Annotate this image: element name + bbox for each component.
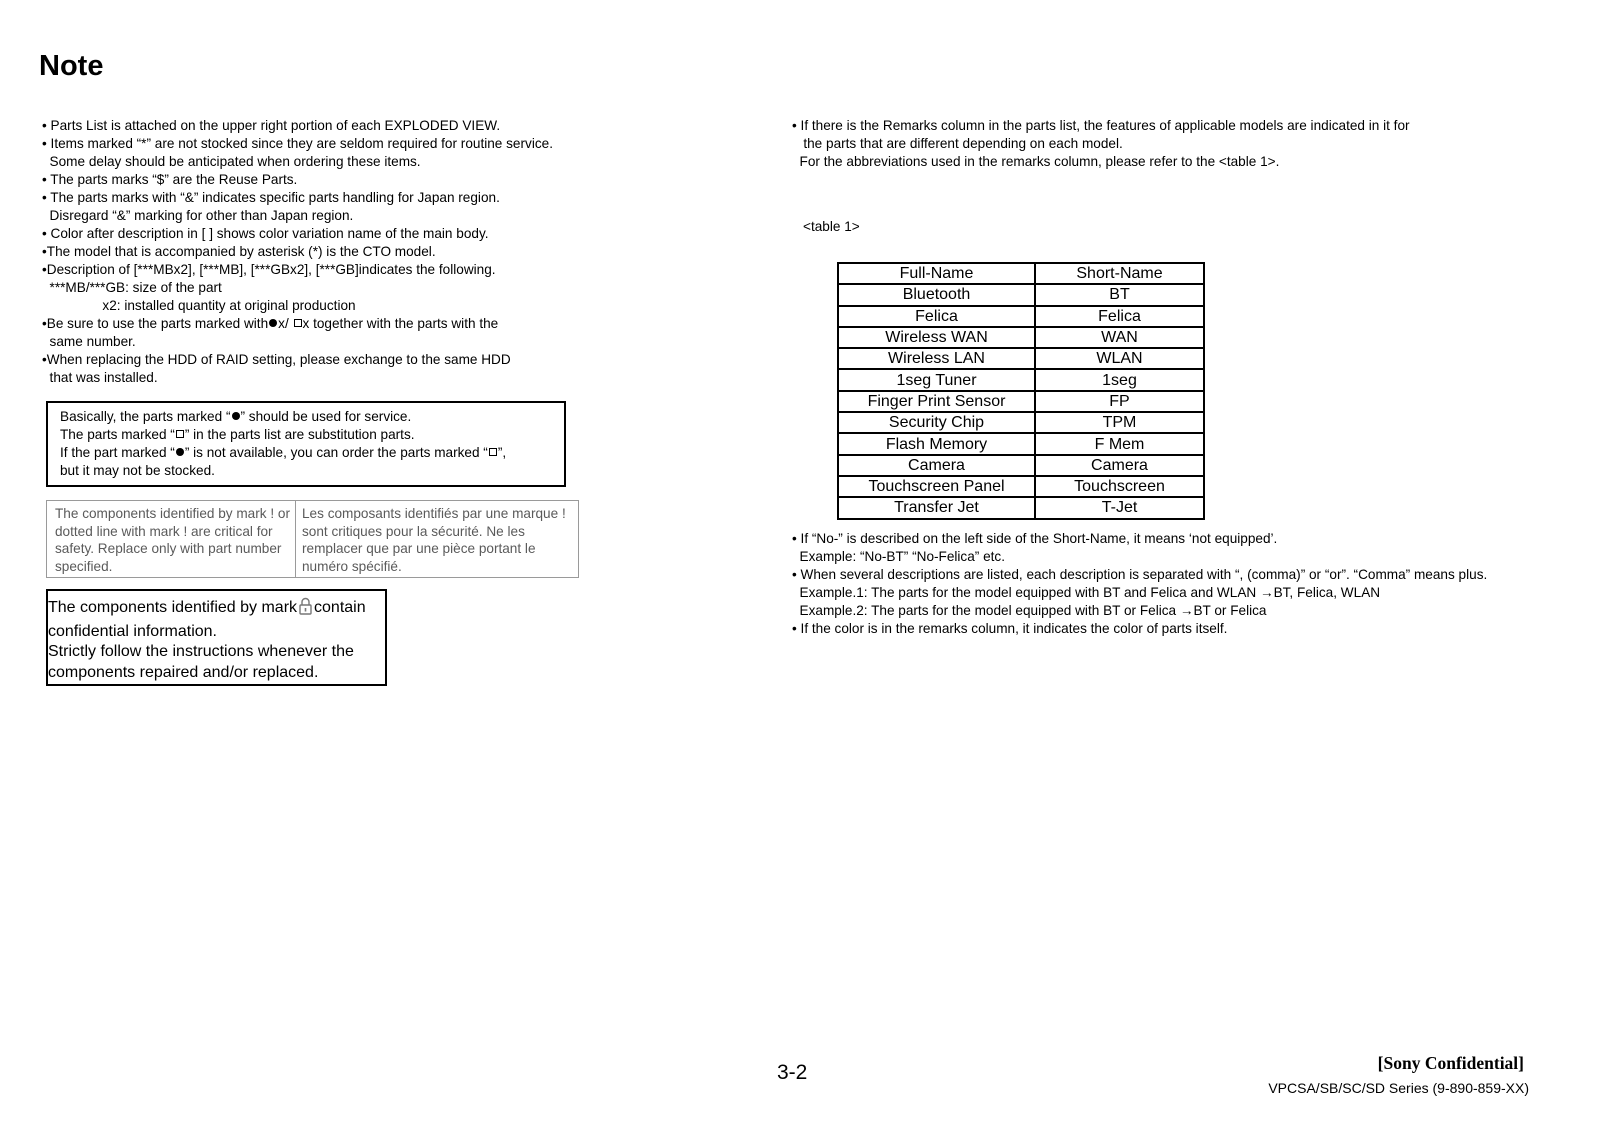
note-line: • Color after description in [ ] shows color variation name of the main body. [42, 226, 489, 241]
table-row [838, 391, 1204, 412]
confidential-box [46, 589, 387, 686]
square-icon [294, 319, 302, 327]
note-line: Example: “No-BT” “No-Felica” etc. [792, 549, 1006, 564]
table-cell: WAN [1035, 327, 1204, 348]
table-row [838, 497, 1204, 518]
column-header: Short-Name [1035, 263, 1204, 284]
abbreviation-notes [792, 530, 1592, 638]
service-text: If the part marked “ [60, 445, 175, 460]
service-line [60, 444, 552, 462]
service-line [60, 426, 552, 444]
note-line: •Description of [***MBx2], [***MB], [***GBx2], [***GB]indicates the following. [42, 262, 496, 277]
note-line: • When several descriptions are listed, each description is separated with “, (comma)” or “or”. “Comma” means plus. [792, 567, 1488, 582]
safety-warning-box [46, 500, 579, 578]
table-cell: FP [1035, 391, 1204, 412]
series-label: VPCSA/SB/SC/SD Series (9-890-859-XX) [1268, 1080, 1529, 1096]
filled-circle-icon [269, 319, 277, 327]
service-text: ” should be used for service. [240, 409, 412, 424]
note-line: the parts that are different depending on each model. [792, 136, 1123, 151]
note-line: ***MB/***GB: size of the part [42, 280, 222, 295]
table-cell: T-Jet [1035, 497, 1204, 518]
confidential-line: Strictly follow the instructions whenever the [48, 643, 354, 660]
table-row [838, 284, 1204, 305]
note-line: • The parts marks “$” are the Reuse Parts. [42, 172, 298, 187]
table-row [838, 433, 1204, 454]
filled-circle-icon [232, 412, 240, 420]
note-line: that was installed. [42, 370, 158, 385]
note-line: Disregard “&” marking for other than Japan region. [42, 208, 354, 223]
confidential-line: confidential information. [48, 622, 217, 640]
table-row [838, 455, 1204, 476]
service-text: ” in the parts list are substitution parts. [184, 427, 415, 442]
note-line: • The parts marks with “&” indicates specific parts handling for Japan region. [42, 190, 500, 205]
page-number: 3-2 [777, 1061, 808, 1084]
page-title: Note [39, 50, 104, 82]
table-cell: Camera [838, 455, 1035, 476]
table-cell: WLAN [1035, 348, 1204, 369]
table-cell: F Mem [1035, 433, 1204, 454]
service-text: Basically, the parts marked “ [60, 409, 231, 424]
table-cell: Camera [1035, 455, 1204, 476]
column-header: Full-Name [838, 263, 1035, 284]
note-line: • If “No-” is described on the left side of the Short-Name, it means ‘not equipped’. [792, 531, 1278, 546]
note-line: • If the color is in the remarks column, it indicates the color of parts itself. [792, 621, 1228, 636]
confidential-text: The components identified by mark [48, 599, 298, 616]
note-line: • Items marked “*” are not stocked since they are seldom required for routine service. [42, 136, 553, 151]
filled-circle-icon [176, 448, 184, 456]
service-line [60, 408, 552, 426]
table-row [838, 306, 1204, 327]
service-text: ”, [497, 445, 507, 460]
safety-english: The components identified by mark ! or dotted line with mark ! are critical for safety. Replace only with part number specified. [47, 501, 296, 577]
service-text: ” is not available, you can order the parts marked “ [184, 445, 488, 460]
same-number-note [42, 315, 682, 333]
note-line: Example.1: The parts for the model equipped with BT and Felica and WLAN →BT, Felica, WLAN [792, 585, 1381, 600]
table-cell: 1seg [1035, 369, 1204, 390]
table-row [838, 476, 1204, 497]
table-cell: TPM [1035, 412, 1204, 433]
table-cell: Finger Print Sensor [838, 391, 1035, 412]
table-cell: Bluetooth [838, 284, 1035, 305]
table-cell: Flash Memory [838, 433, 1035, 454]
confidential-line [48, 597, 385, 622]
note-line: Some delay should be anticipated when ordering these items. [42, 154, 421, 169]
note-line: x2: installed quantity at original production [42, 298, 356, 313]
table-cell: Felica [838, 306, 1035, 327]
table-row [838, 412, 1204, 433]
table-cell: Felica [1035, 306, 1204, 327]
table-cell: Wireless LAN [838, 348, 1035, 369]
confidential-line: components repaired and/or replaced. [48, 663, 319, 681]
note-line: • Parts List is attached on the upper right portion of each EXPLODED VIEW. [42, 118, 501, 133]
abbreviation-table [837, 262, 1205, 520]
table-cell: Touchscreen Panel [838, 476, 1035, 497]
table-header-row [838, 263, 1204, 284]
service-line: but it may not be stocked. [60, 463, 215, 478]
remarks-notes [792, 117, 1512, 171]
note-line: Example.2: The parts for the model equipped with BT or Felica →BT or Felica [792, 603, 1267, 618]
note-text: •Be sure to use the parts marked with [42, 316, 269, 331]
table-row [838, 327, 1204, 348]
table-caption: <table 1> [803, 219, 860, 234]
table-row [838, 369, 1204, 390]
service-parts-box [46, 401, 566, 487]
safety-french: Les composants identifiés par une marque ! sont critiques pour la sécurité. Ne les remplacer que par une pièce portant le numéro spécifié. [302, 506, 566, 574]
table-cell: Transfer Jet [838, 497, 1035, 518]
table-cell: Wireless WAN [838, 327, 1035, 348]
lock-icon [299, 597, 312, 622]
table-cell: Touchscreen [1035, 476, 1204, 497]
table-cell: BT [1035, 284, 1204, 305]
table-cell: Security Chip [838, 412, 1035, 433]
square-icon [176, 430, 184, 438]
confidential-text: contain [314, 599, 366, 616]
note-text: x/ [278, 316, 289, 331]
service-text: The parts marked “ [60, 427, 175, 442]
confidential-label: [Sony Confidential] [1377, 1053, 1524, 1073]
table-row [838, 348, 1204, 369]
note-line: •The model that is accompanied by asterisk (*) is the CTO model. [42, 244, 436, 259]
square-icon [489, 448, 497, 456]
left-notes [42, 117, 682, 387]
note-line: • If there is the Remarks column in the parts list, the features of applicable models are indicated in it for [792, 118, 1410, 133]
note-text: x together with the parts with the [302, 316, 499, 331]
note-line: For the abbreviations used in the remarks column, please refer to the <table 1>. [792, 154, 1280, 169]
table-cell: 1seg Tuner [838, 369, 1035, 390]
note-line: •When replacing the HDD of RAID setting, please exchange to the same HDD [42, 352, 511, 367]
note-line: same number. [42, 334, 136, 349]
